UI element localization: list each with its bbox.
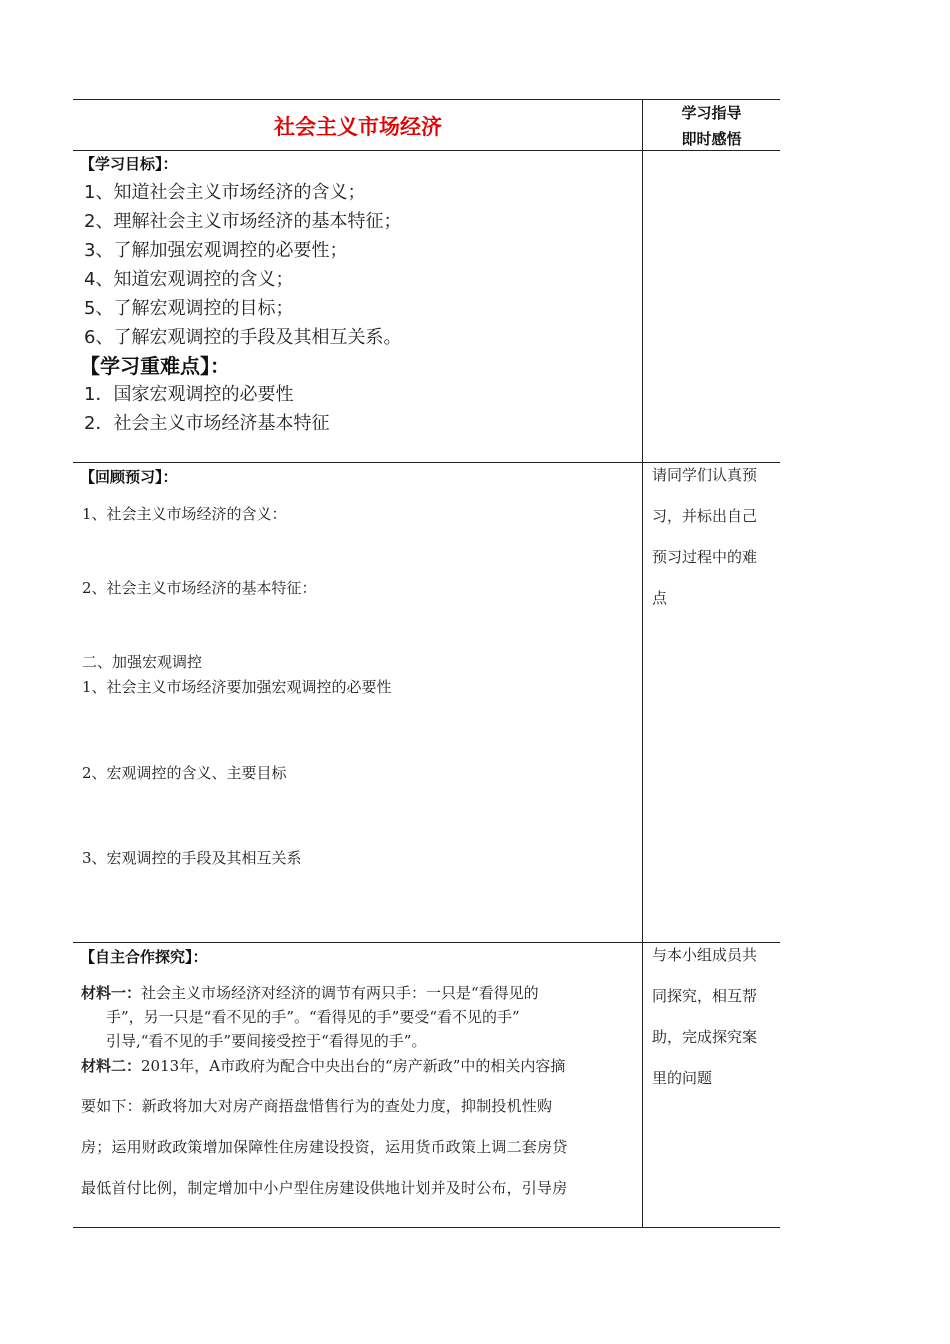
review-item: 2、社会主义市场经济的基本特征： <box>82 579 317 597</box>
material-one-label: 材料一： <box>81 984 142 1002</box>
review-item: 1、社会主义市场经济的含义： <box>82 505 287 523</box>
material-two-line: 要如下：新政将加大对房产商捂盘惜售行为的查处力度，抑制投机性购 <box>81 1097 553 1115</box>
objective-item: 6、了解宏观调控的手段及其相互关系。 <box>84 327 402 348</box>
material-two-line: 最低首付比例，制定增加中小户型住房建设供地计划并及时公布，引导房 <box>81 1179 568 1197</box>
note-line: 助，完成探究案 <box>652 1028 758 1046</box>
explore-heading: 【自主合作探究】： <box>80 948 208 966</box>
review-item: 2、宏观调控的含义、主要目标 <box>82 764 287 782</box>
note-line: 与本小组成员共 <box>652 946 758 964</box>
material-one-line: 引导,“看不见的手”要间接受控于“看得见的手”。 <box>106 1032 427 1050</box>
table-bottom-border <box>73 1227 780 1228</box>
note-line: 里的问题 <box>652 1069 713 1087</box>
side-title-guidance: 学习指导 <box>681 104 742 122</box>
review-item: 二、加强宏观调控 <box>82 653 203 671</box>
material-two-label: 材料二： <box>81 1057 142 1075</box>
header-bottom-border <box>73 150 780 151</box>
objective-item: 4、知道宏观调控的含义； <box>84 269 294 290</box>
material-two-body <box>81 1086 636 1209</box>
page-title: 社会主义市场经济 <box>274 115 442 139</box>
material-one <box>81 981 637 1053</box>
column-divider <box>642 99 643 1228</box>
objective-item: 3、了解加强宏观调控的必要性； <box>84 240 348 261</box>
note-line: 预习过程中的难 <box>652 548 758 566</box>
review-item: 3、宏观调控的手段及其相互关系 <box>82 849 302 867</box>
explore-guidance-note <box>652 935 777 1099</box>
material-two-first-line: 材料二：2013年，A市政府为配合中央出台的“房产新政”中的相关内容摘 <box>81 1057 566 1075</box>
objective-item: 2、理解社会主义市场经济的基本特征； <box>84 211 402 232</box>
objectives-heading: 【学习目标】： <box>80 155 178 173</box>
side-title-insight: 即时感悟 <box>681 130 742 148</box>
review-guidance-note <box>652 455 777 619</box>
material-one-line: 社会主义市场经济对经济的调节有两只手：一只是“看得见的 <box>141 984 539 1002</box>
note-line: 请同学们认真预 <box>652 466 758 484</box>
table-top-border <box>73 99 780 100</box>
material-one-line: 手”，另一只是“看不见的手”。“看得见的手”要受“看不见的手” <box>106 1008 520 1026</box>
note-line: 同探究，相互帮 <box>652 987 758 1005</box>
review-item: 1、社会主义市场经济要加强宏观调控的必要性 <box>82 678 392 696</box>
objective-item: 5、了解宏观调控的目标； <box>84 298 294 319</box>
key-point-item: 2．社会主义市场经济基本特征 <box>84 413 330 434</box>
material-two-line: 房；运用财政政策增加保障性住房建设投资，运用货币政策上调二套房贷 <box>81 1138 568 1156</box>
note-line: 习，并标出自己 <box>652 507 758 525</box>
objective-item: 1、知道社会主义市场经济的含义； <box>84 182 366 203</box>
note-line: 点 <box>652 589 668 607</box>
key-point-item: 1．国家宏观调控的必要性 <box>84 384 294 405</box>
review-heading: 【回顾预习】： <box>80 468 178 486</box>
key-points-heading: 【学习重难点】： <box>80 354 230 378</box>
